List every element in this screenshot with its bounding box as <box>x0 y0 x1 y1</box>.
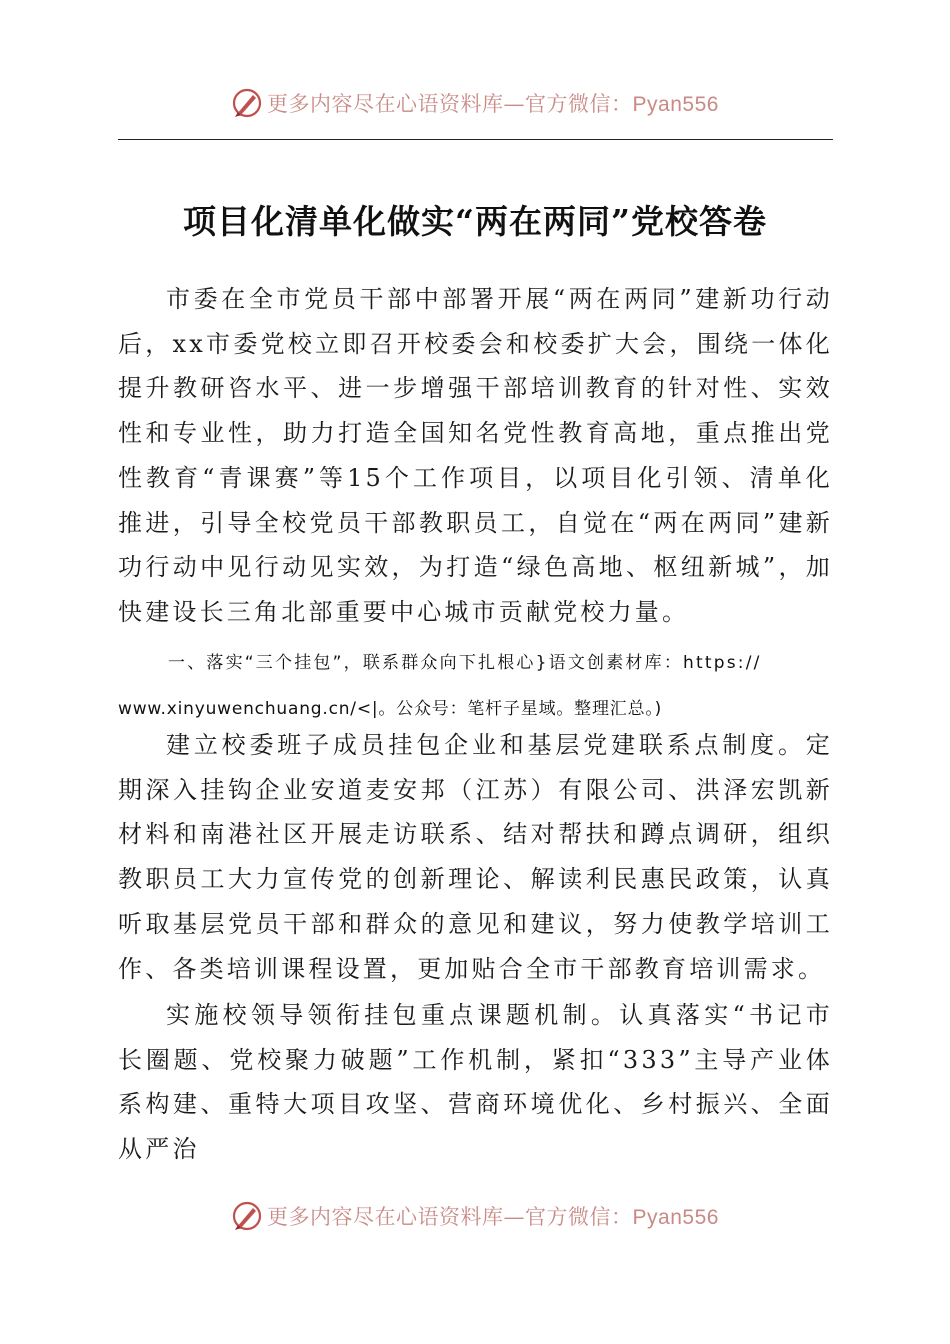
quill-pen-circle-icon <box>231 87 263 119</box>
section-heading-line-1: 一、落实“三个挂包”，联系群众向下扎根心}语文创素材库：https:// <box>168 653 762 673</box>
paragraph-section-1: 建立校委班子成员挂包企业和基层党建联系点制度。定期深入挂钩企业安道麦安邦（江苏）有限公司、洪泽宏凯新材料和南港社区开展走访联系、结对帮扶和蹲点调研，组织教职员工大力宣传党的创新理论、解读利民惠民政策，认真听取基层党员干部和群众的意见和建议，努力使教学培训工作、各类培训课程设置，更加贴合全市干部教育培训需求。 <box>118 731 833 983</box>
header-divider <box>118 139 833 140</box>
header-banner <box>0 83 950 123</box>
banner-text: 更多内容尽在心语资料库—官方微信：Pyan556 <box>267 92 719 116</box>
section-heading-line-2: www.xinyuwenchuang.cn/<|。公众号：笔杆子星域。整理汇总。) <box>118 699 663 719</box>
quill-pen-circle-icon <box>231 1200 263 1232</box>
paragraph-section-2: 实施校领导领衔挂包重点课题机制。认真落实“书记市长圈题、党校聚力破题”工作机制，紧扣“333”主导产业体系构建、重特大项目攻坚、营商环境优化、乡村振兴、全面从严治 <box>118 1001 833 1164</box>
banner-text: 更多内容尽在心语资料库—官方微信：Pyan556 <box>267 1205 719 1229</box>
paragraph-intro: 市委在全市党员干部中部署开展“两在两同”建新功行动后，xx市委党校立即召开校委会和校委扩大会，围绕一体化提升教研咨水平、进一步增强干部培训教育的针对性、实效性和专业性，助力打造全国知名党性教育高地，重点推出党性教育“青课赛”等15个工作项目，以项目化引领、清单化推进，引导全校党员干部教职员工，自觉在“两在两同”建新功行动中见行动见实效，为打造“绿色高地、枢纽新城”，加快建设长三角北部重要中心城市贡献党校力量。 <box>118 285 833 626</box>
footer-banner <box>0 1196 950 1236</box>
document-title: 项目化清单化做实“两在两同”党校答卷 <box>183 202 767 241</box>
